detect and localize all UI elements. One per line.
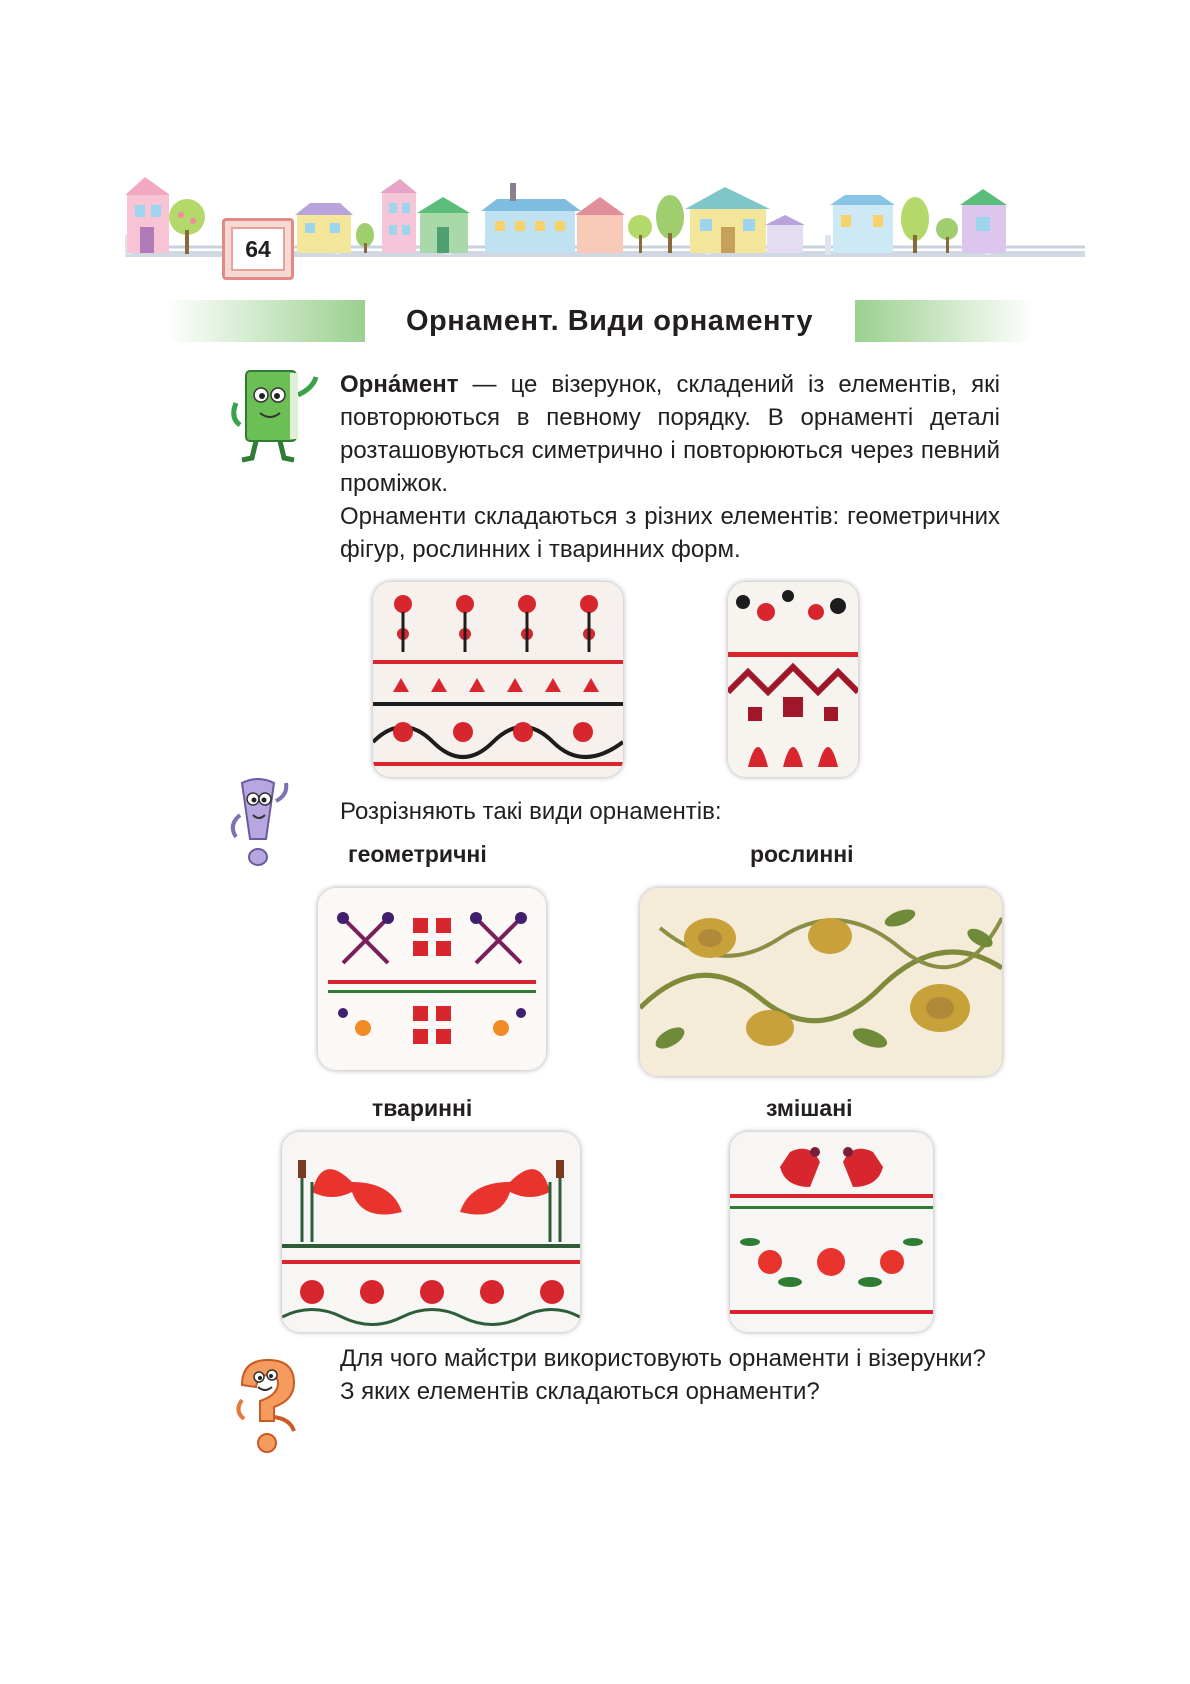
geometric-ornament-photo (318, 888, 546, 1070)
title-band-right-stripe (855, 300, 1035, 342)
embroidery-photo-floral-roosters (373, 582, 623, 777)
page-number-box (222, 218, 294, 280)
definition-text: — це візерунок, складений із елементів, які повторюються в певному порядку. В орнаменті деталі розташовуються симетрично і повторюються через певний проміжок. (340, 371, 1000, 497)
question-2: З яких елементів складаються орнаменти? (340, 1378, 820, 1405)
exclamation-mascot-icon (228, 775, 298, 870)
definition-term: Орна́мент (340, 371, 459, 398)
caption-plant: рослинні (750, 841, 854, 867)
elements-paragraph: Орнаменти складаються з різних елементів: геометричних фігур, рослинних і тваринних форм. (340, 503, 1000, 563)
definition-paragraph (340, 368, 1000, 500)
book-mascot-icon (228, 363, 323, 468)
page-number: 64 (231, 227, 285, 271)
mixed-ornament-photo (730, 1132, 933, 1332)
caption-geometric: геометричні (348, 841, 487, 867)
question-mascot-icon (232, 1355, 302, 1455)
embroidery-photo-geometric-floral (728, 582, 858, 777)
questions-block (340, 1342, 1000, 1408)
caption-mixed: змішані (766, 1095, 853, 1121)
title-band-left-stripe (165, 300, 365, 342)
page-title: Орнамент. Види орнаменту (405, 305, 814, 337)
question-1: Для чого майстри використовують орнаменти і візерунки? (340, 1345, 986, 1372)
caption-animal: тваринні (372, 1095, 473, 1121)
types-intro-text: Розрізняють такі види орнаментів: (340, 798, 722, 825)
animal-ornament-photo (282, 1132, 580, 1332)
plant-ornament-photo (640, 888, 1002, 1076)
title-band (165, 300, 1035, 342)
